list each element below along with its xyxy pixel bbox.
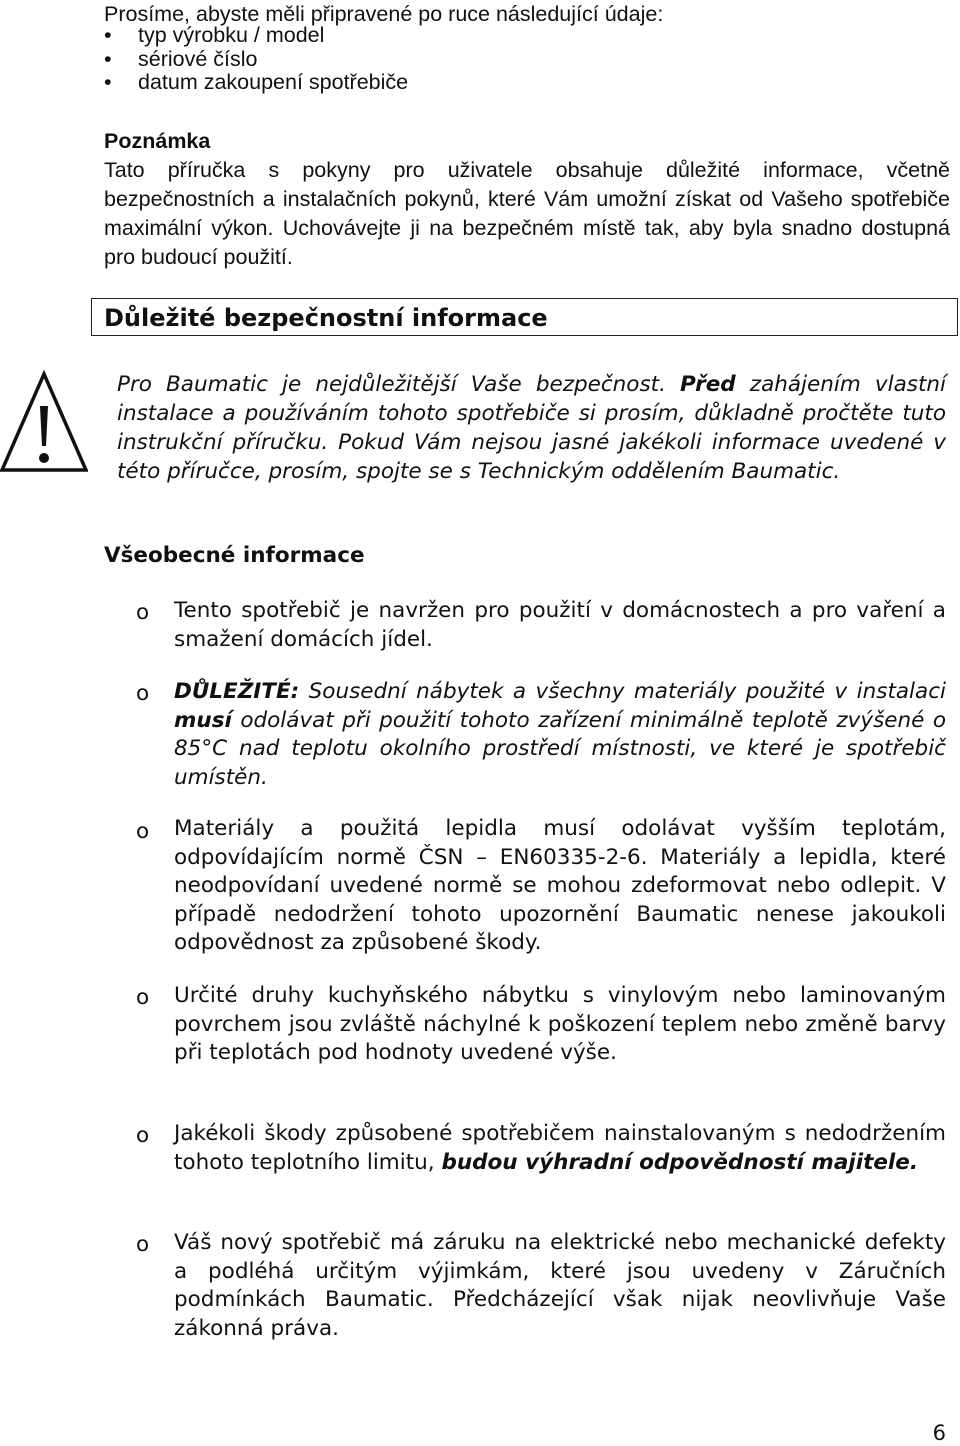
general-item-3: Materiály a použitá lepidla musí odolávat vyšším teplotám, odpovídajícím normě ČSN – EN60335-2-6. Materiály a lepidla, které neodpovídaní uvedené normě se mohou zdeformovat nebo odlepit. V případě nedodržení tohoto upozornění Baumatic nenese jakoukoli odpovědnost za způsobené škody. <box>174 816 946 956</box>
general-item-2 <box>174 678 946 792</box>
warning-triangle-icon <box>0 370 88 474</box>
item-marker: o <box>136 1232 150 1257</box>
bullet-purchase-date: • datum zakoupení spotřebiče <box>104 71 950 95</box>
page-number: 6 <box>932 1421 946 1445</box>
item-marker: o <box>136 681 150 706</box>
item-5-bold: budou výhradní odpovědností majitele. <box>441 1149 919 1175</box>
item-2-text-b: odolávat při použití tohoto zařízení minimálně teplotě zvýšené o 85°C nad teplotu okolního prostředí místnosti, ve které je spotřebič umístěn. <box>174 707 946 790</box>
safety-text-first-line <box>117 370 946 486</box>
intro-lead: Prosíme, abyste měli připravené po ruce následující údaje: <box>104 2 664 26</box>
bullet-serial: • sériové číslo <box>104 48 950 72</box>
item-marker: o <box>136 985 150 1010</box>
note-title: Poznámka <box>104 129 211 153</box>
item-marker: o <box>136 819 150 844</box>
safety-p1: Pro Baumatic je nejdůležitější Vaše bezpečnost. <box>117 372 681 397</box>
general-item-4: Určité druhy kuchyňského nábytku s vinylovým nebo laminovaným povrchem jsou zvláště náchylné k poškození teplem nebo změně barvy při teplotách pod hodnoty uvedené výše. <box>174 983 946 1066</box>
item-marker: o <box>136 600 150 625</box>
item-5-text: Jakékoli škody způsobené spotřebičem nainstalovaným s nedodržením tohoto teplotního limitu, <box>174 1121 946 1175</box>
item-2-bold-must: musí <box>174 707 232 733</box>
safety-p2: zahájením vlastní instalace a používáním tohoto spotřebiče si prosím, důkladně pročtěte tuto instrukční příručku. Pokud Vám nejsou jasné jakékoli informace uvedené v této příručce, prosím, spojte se s Technickým oddělením Baumatic. <box>117 372 947 484</box>
note-text: Tato příručka s pokyny pro uživatele obsahuje důležité informace, včetně bezpečnostních a instalačních pokynů, které Vám umožní získat od Vašeho spotřebiče maximální výkon. Uchovávejte ji na bezpečném místě tak, aby byla snadno dostupná pro budoucí použití. <box>104 158 950 269</box>
item-marker: o <box>136 1123 150 1148</box>
intro-bullet-list <box>104 24 950 95</box>
item-2-text-a: Sousední nábytek a všechny materiály použité v instalaci <box>299 679 946 704</box>
safety-heading-box <box>91 298 958 336</box>
safety-p1-bold: Před <box>680 372 736 397</box>
item-2-bold-important: DŮLEŽITÉ: <box>174 679 300 704</box>
general-item-1: Tento spotřebič je navržen pro použití v domácnostech a pro vaření a smažení domácích jídel. <box>174 598 946 652</box>
general-item-6: Váš nový spotřebič má záruku na elektrické nebo mechanické defekty a podléhá určitým výjimkám, které jsou uvedeny v Záručních podmínkách Baumatic. Předcházející však nijak neovlivňuje Vaše zákonná práva. <box>174 1230 946 1341</box>
general-item-5 <box>174 1120 946 1177</box>
safety-heading: Důležité bezpečnostní informace <box>104 304 548 332</box>
general-section-title: Všeobecné informace <box>104 543 365 568</box>
bullet-model: • typ výrobku / model <box>104 24 950 48</box>
